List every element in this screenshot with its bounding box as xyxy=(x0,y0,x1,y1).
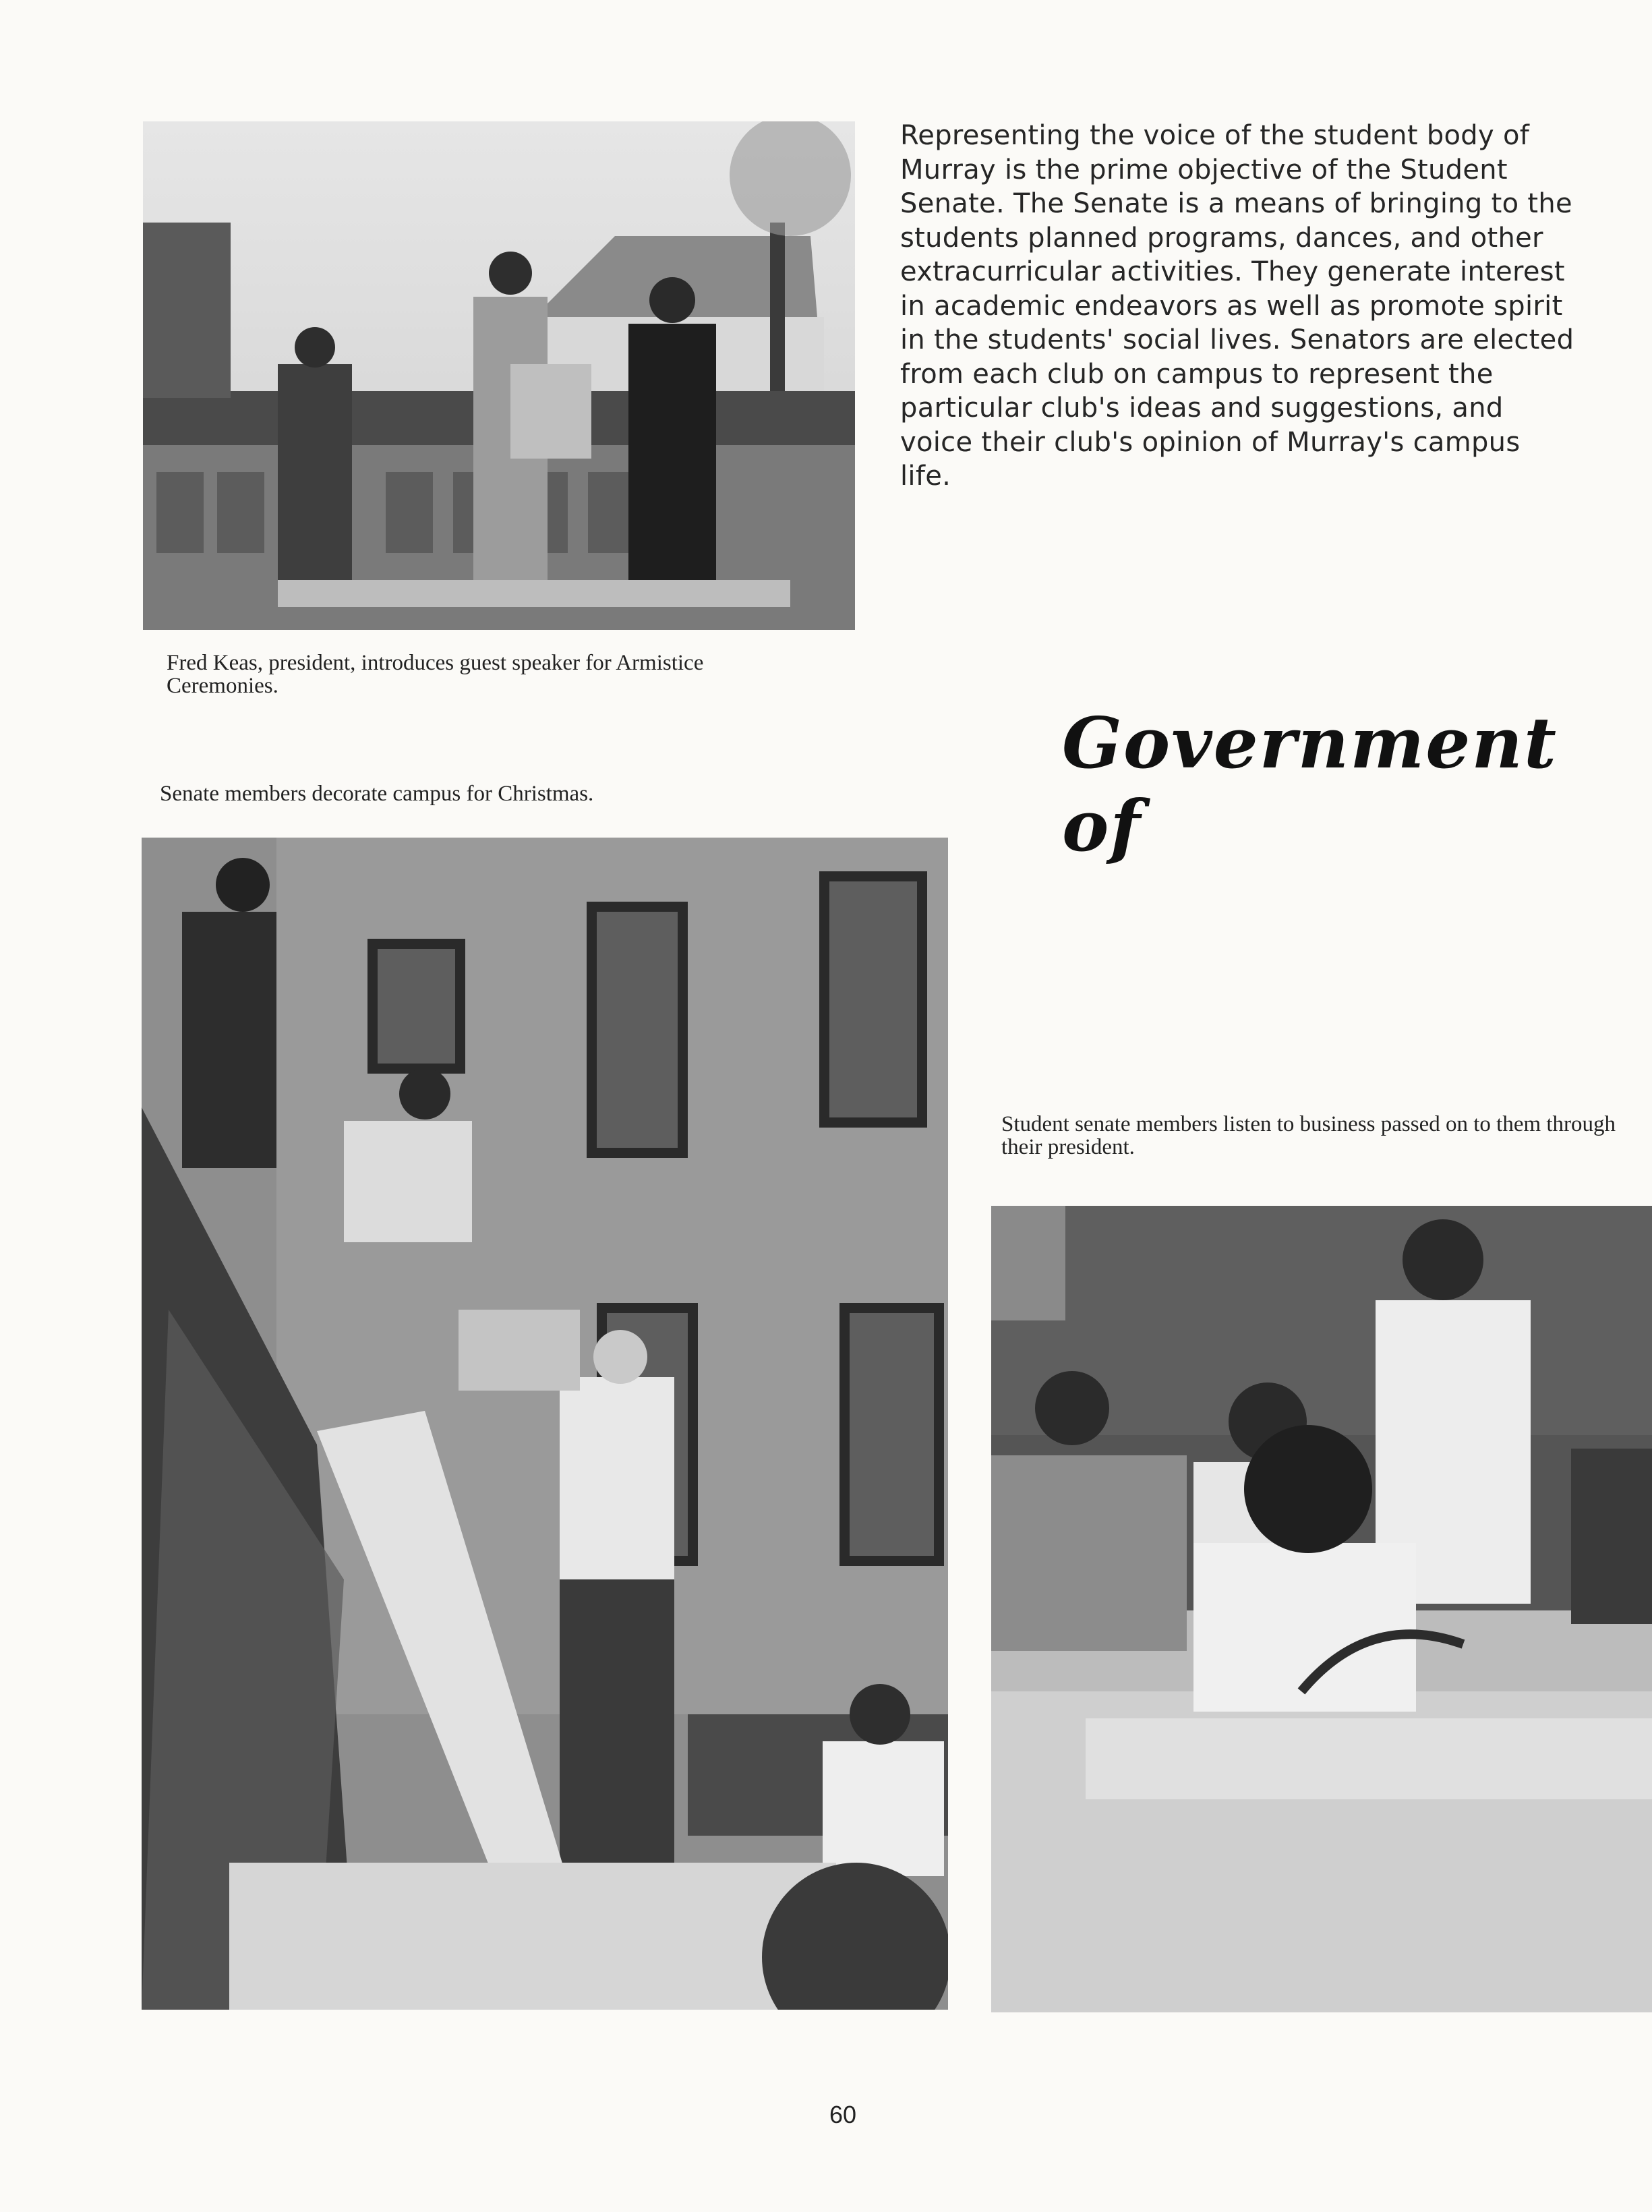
armistice-caption: Fred Keas, president, introduces guest speaker for Armistice Ceremonies. xyxy=(167,651,704,698)
armistice-photo xyxy=(143,121,855,630)
meeting-photo xyxy=(991,1206,1652,2012)
meeting-caption: Student senate members listen to business passed on to them through their president. xyxy=(1001,1112,1616,1159)
armistice-photo-art xyxy=(143,121,855,630)
section-heading: Government of xyxy=(1062,701,1558,867)
christmas-photo xyxy=(142,838,948,2010)
christmas-caption: Senate members decorate campus for Christmas. xyxy=(160,782,594,806)
senate-description: Representing the voice of the student body of Murray is the prime objective of the Student Senate. The Senate is a means of bringing to the students planned programs, dances, and other extracurricular activities. They generate interest in academic endeavors as well as promote spirit in the students' social lives. Senators are elected from each club on campus to represent the particular club's ideas and suggestions, and voice their club's opinion of Murray's campus life. xyxy=(900,120,1574,492)
christmas-photo-art xyxy=(142,838,948,2010)
page-number: 60 xyxy=(829,2101,857,2128)
meeting-photo-art xyxy=(991,1206,1652,2012)
